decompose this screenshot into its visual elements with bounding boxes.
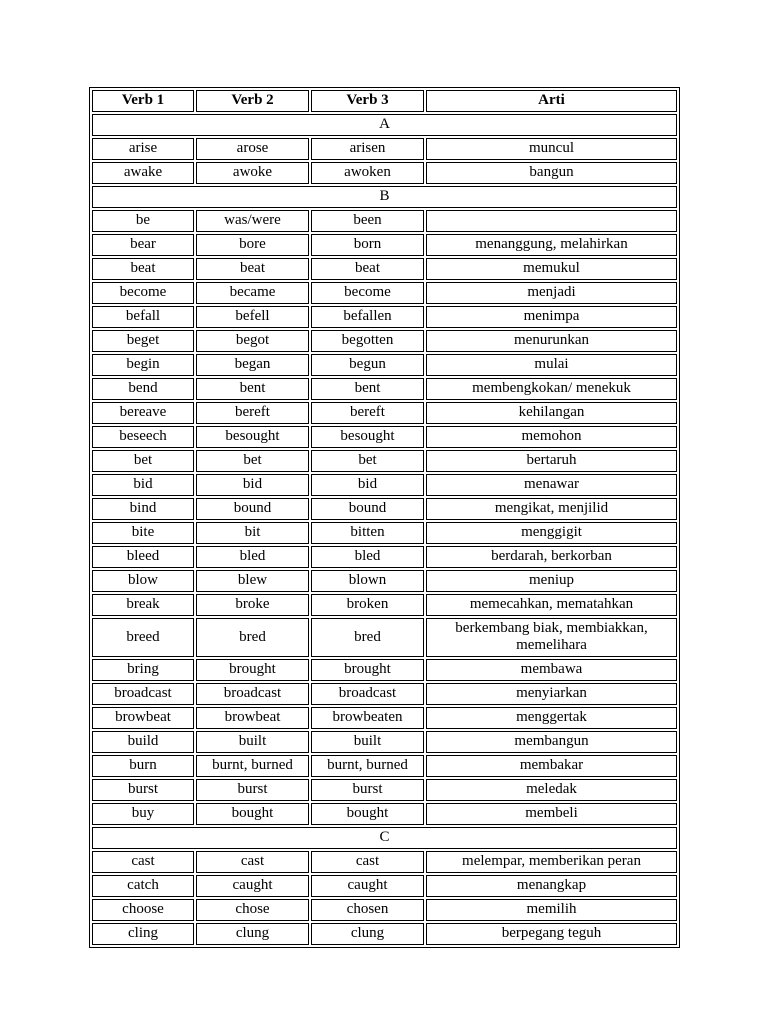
arti-cell: menggertak <box>426 707 677 729</box>
verb2-cell: arose <box>196 138 309 160</box>
arti-cell: berkembang biak, membiakkan, memelihara <box>426 618 677 657</box>
table-row <box>92 138 677 160</box>
table-row <box>92 755 677 777</box>
arti-cell: membakar <box>426 755 677 777</box>
verb3-cell: begun <box>311 354 424 376</box>
verb2-cell: beat <box>196 258 309 280</box>
arti-cell: menimpa <box>426 306 677 328</box>
section-letter: C <box>92 827 677 849</box>
table-row <box>92 923 677 945</box>
verb1-cell: bring <box>92 659 194 681</box>
table-row <box>92 306 677 328</box>
verb3-cell: blown <box>311 570 424 592</box>
arti-cell: bertaruh <box>426 450 677 472</box>
arti-cell: bangun <box>426 162 677 184</box>
verb3-cell: brought <box>311 659 424 681</box>
verb2-cell: bought <box>196 803 309 825</box>
verb1-cell: arise <box>92 138 194 160</box>
arti-cell: menangkap <box>426 875 677 897</box>
table-row <box>92 474 677 496</box>
verb3-cell: besought <box>311 426 424 448</box>
verb2-cell: bit <box>196 522 309 544</box>
table-row <box>92 234 677 256</box>
verb1-cell: breed <box>92 618 194 657</box>
verb2-cell: built <box>196 731 309 753</box>
verb3-cell: cast <box>311 851 424 873</box>
table-row <box>92 498 677 520</box>
verb2-cell: was/were <box>196 210 309 232</box>
verb1-cell: choose <box>92 899 194 921</box>
table-header-row <box>92 90 677 112</box>
verb3-cell: begotten <box>311 330 424 352</box>
arti-cell: mengikat, menjilid <box>426 498 677 520</box>
verb3-cell: built <box>311 731 424 753</box>
verb2-cell: chose <box>196 899 309 921</box>
arti-cell: memilih <box>426 899 677 921</box>
arti-cell: menyiarkan <box>426 683 677 705</box>
verb3-cell: burnt, burned <box>311 755 424 777</box>
verb2-cell: became <box>196 282 309 304</box>
table-row <box>92 731 677 753</box>
verb3-cell: bet <box>311 450 424 472</box>
verb1-cell: browbeat <box>92 707 194 729</box>
irregular-verb-table <box>89 87 680 948</box>
verb1-cell: awake <box>92 162 194 184</box>
verb1-cell: catch <box>92 875 194 897</box>
table-row <box>92 258 677 280</box>
verb1-cell: bet <box>92 450 194 472</box>
verb1-cell: become <box>92 282 194 304</box>
verb1-cell: burst <box>92 779 194 801</box>
verb3-cell: bitten <box>311 522 424 544</box>
verb3-cell: become <box>311 282 424 304</box>
verb1-cell: bite <box>92 522 194 544</box>
verb1-cell: bend <box>92 378 194 400</box>
table-row <box>92 570 677 592</box>
verb2-cell: bet <box>196 450 309 472</box>
verb1-cell: blow <box>92 570 194 592</box>
arti-cell <box>426 210 677 232</box>
verb1-cell: break <box>92 594 194 616</box>
table-row <box>92 378 677 400</box>
table-row <box>92 546 677 568</box>
arti-cell: memukul <box>426 258 677 280</box>
verb1-cell: bid <box>92 474 194 496</box>
verb2-cell: cast <box>196 851 309 873</box>
arti-cell: kehilangan <box>426 402 677 424</box>
header-arti: Arti <box>426 90 677 112</box>
table-row <box>92 162 677 184</box>
verb1-cell: cast <box>92 851 194 873</box>
verb2-cell: brought <box>196 659 309 681</box>
arti-cell: berdarah, berkorban <box>426 546 677 568</box>
table-row <box>92 659 677 681</box>
arti-cell: membangun <box>426 731 677 753</box>
table-row <box>92 618 677 657</box>
table-body <box>92 114 677 945</box>
header-verb3: Verb 3 <box>311 90 424 112</box>
verb2-cell: burst <box>196 779 309 801</box>
verb3-cell: awoken <box>311 162 424 184</box>
verb1-cell: buy <box>92 803 194 825</box>
verb3-cell: bred <box>311 618 424 657</box>
verb3-cell: bereft <box>311 402 424 424</box>
arti-cell: melempar, memberikan peran <box>426 851 677 873</box>
verb3-cell: bound <box>311 498 424 520</box>
verb3-cell: arisen <box>311 138 424 160</box>
verb3-cell: browbeaten <box>311 707 424 729</box>
verb2-cell: awoke <box>196 162 309 184</box>
verb1-cell: burn <box>92 755 194 777</box>
table-row <box>92 779 677 801</box>
verb2-cell: bound <box>196 498 309 520</box>
verb1-cell: beat <box>92 258 194 280</box>
table-row <box>92 803 677 825</box>
table-row <box>92 522 677 544</box>
arti-cell: menawar <box>426 474 677 496</box>
verb3-cell: bent <box>311 378 424 400</box>
arti-cell: berpegang teguh <box>426 923 677 945</box>
verb2-cell: begot <box>196 330 309 352</box>
table-row <box>92 450 677 472</box>
verb3-cell: beat <box>311 258 424 280</box>
table-row <box>92 594 677 616</box>
verb3-cell: broadcast <box>311 683 424 705</box>
verb3-cell: clung <box>311 923 424 945</box>
verb2-cell: broadcast <box>196 683 309 705</box>
table-row <box>92 875 677 897</box>
verb1-cell: beseech <box>92 426 194 448</box>
arti-cell: membengkokan/ menekuk <box>426 378 677 400</box>
table-row <box>92 683 677 705</box>
table-row <box>92 899 677 921</box>
verb2-cell: bid <box>196 474 309 496</box>
verb3-cell: chosen <box>311 899 424 921</box>
arti-cell: membawa <box>426 659 677 681</box>
verb2-cell: began <box>196 354 309 376</box>
table-row <box>92 851 677 873</box>
verb1-cell: beget <box>92 330 194 352</box>
section-letter: B <box>92 186 677 208</box>
verb2-cell: bore <box>196 234 309 256</box>
verb3-cell: bought <box>311 803 424 825</box>
verb1-cell: bleed <box>92 546 194 568</box>
arti-cell: menjadi <box>426 282 677 304</box>
table-row <box>92 354 677 376</box>
verb1-cell: bear <box>92 234 194 256</box>
arti-cell: menanggung, melahirkan <box>426 234 677 256</box>
verb2-cell: broke <box>196 594 309 616</box>
arti-cell: menurunkan <box>426 330 677 352</box>
verb3-cell: bid <box>311 474 424 496</box>
arti-cell: memecahkan, mematahkan <box>426 594 677 616</box>
section-letter: A <box>92 114 677 136</box>
verb3-cell: burst <box>311 779 424 801</box>
verb3-cell: been <box>311 210 424 232</box>
verb1-cell: begin <box>92 354 194 376</box>
arti-cell: muncul <box>426 138 677 160</box>
verb2-cell: bred <box>196 618 309 657</box>
verb1-cell: cling <box>92 923 194 945</box>
verb3-cell: broken <box>311 594 424 616</box>
verb2-cell: bled <box>196 546 309 568</box>
verb1-cell: build <box>92 731 194 753</box>
header-verb1: Verb 1 <box>92 90 194 112</box>
verb1-cell: bind <box>92 498 194 520</box>
arti-cell: meniup <box>426 570 677 592</box>
verb2-cell: bereft <box>196 402 309 424</box>
verb1-cell: bereave <box>92 402 194 424</box>
verb2-cell: clung <box>196 923 309 945</box>
verb2-cell: bent <box>196 378 309 400</box>
verb2-cell: caught <box>196 875 309 897</box>
verb2-cell: besought <box>196 426 309 448</box>
table-row <box>92 282 677 304</box>
verb3-cell: bled <box>311 546 424 568</box>
section-row <box>92 186 677 208</box>
table-row <box>92 426 677 448</box>
verb1-cell: broadcast <box>92 683 194 705</box>
arti-cell: memohon <box>426 426 677 448</box>
verb1-cell: be <box>92 210 194 232</box>
section-row <box>92 827 677 849</box>
verb2-cell: burnt, burned <box>196 755 309 777</box>
table-row <box>92 330 677 352</box>
section-row <box>92 114 677 136</box>
arti-cell: membeli <box>426 803 677 825</box>
table-row <box>92 210 677 232</box>
verb2-cell: browbeat <box>196 707 309 729</box>
table-row <box>92 402 677 424</box>
header-verb2: Verb 2 <box>196 90 309 112</box>
verb1-cell: befall <box>92 306 194 328</box>
verb3-cell: born <box>311 234 424 256</box>
arti-cell: menggigit <box>426 522 677 544</box>
arti-cell: meledak <box>426 779 677 801</box>
verb2-cell: blew <box>196 570 309 592</box>
verb2-cell: befell <box>196 306 309 328</box>
verb3-cell: caught <box>311 875 424 897</box>
verb3-cell: befallen <box>311 306 424 328</box>
table-row <box>92 707 677 729</box>
arti-cell: mulai <box>426 354 677 376</box>
